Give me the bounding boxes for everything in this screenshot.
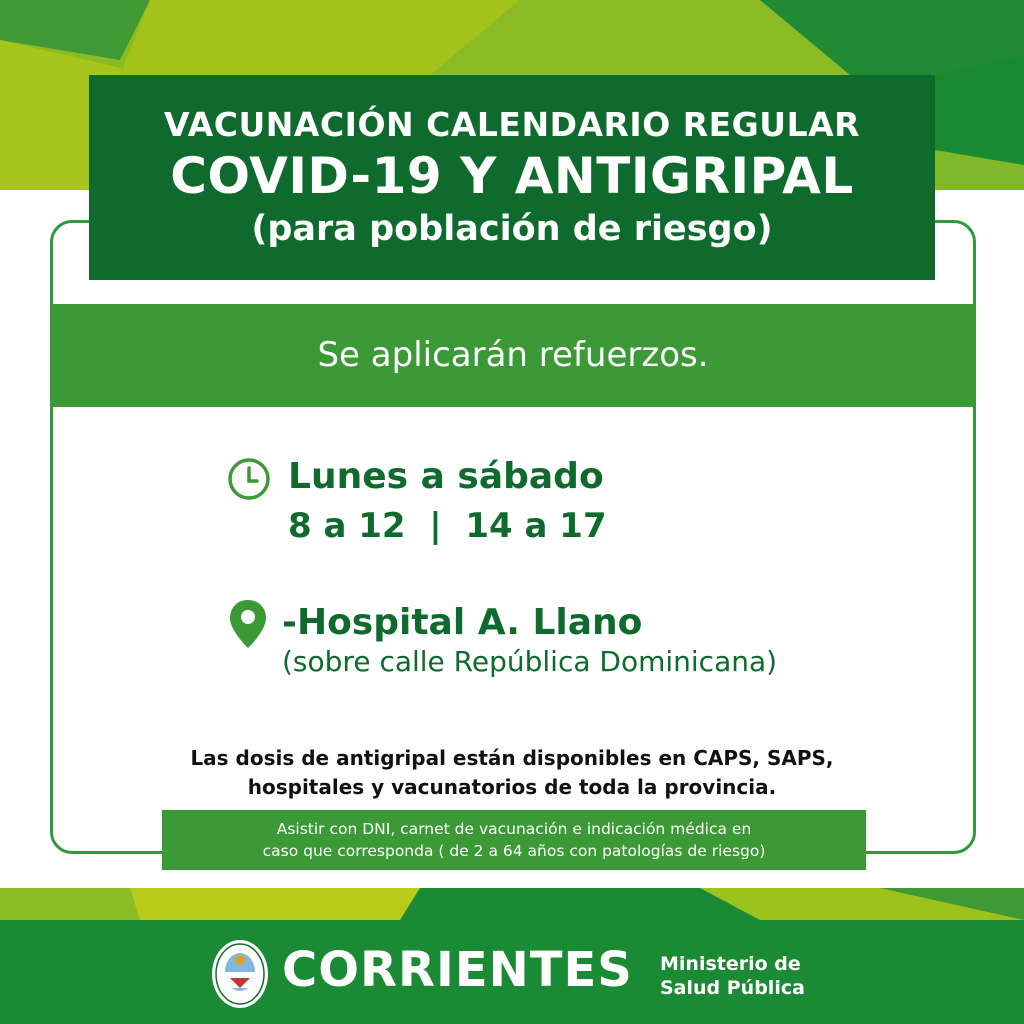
booster-banner: Se aplicarán refuerzos. — [50, 304, 976, 407]
availability-note — [150, 744, 874, 802]
clock-icon — [226, 456, 272, 502]
brand-name: CORRIENTES — [282, 942, 633, 998]
requirements-line-1: Asistir con DNI, carnet de vacunación e indicación médica en — [276, 820, 752, 838]
title-line-1: VACUNACIÓN CALENDARIO REGULAR — [163, 105, 861, 144]
ministry-line-2: Salud Pública — [660, 977, 805, 999]
location-name: -Hospital A. Llano — [282, 602, 643, 643]
location-detail: (sobre calle República Dominicana) — [282, 645, 778, 678]
title-main: COVID-19 Y ANTIGRIPAL — [170, 147, 854, 205]
ministry-name — [660, 952, 805, 1000]
location-pin-icon — [228, 598, 268, 650]
schedule-days: Lunes a sábado — [288, 456, 604, 497]
title-box — [89, 75, 935, 280]
requirements-box — [162, 810, 866, 870]
ministry-line-1: Ministerio de — [660, 953, 801, 975]
title-subtitle: (para población de riesgo) — [251, 209, 773, 249]
availability-note-line-2: hospitales y vacunatorios de toda la provincia. — [247, 775, 777, 799]
requirements-line-2: caso que corresponda ( de 2 a 64 años con patologías de riesgo) — [262, 842, 766, 860]
schedule-hours: 8 a 12 | 14 a 17 — [288, 506, 607, 546]
availability-note-line-1: Las dosis de antigripal están disponibles en CAPS, SAPS, — [190, 746, 834, 770]
provincial-seal-icon — [210, 938, 270, 1010]
